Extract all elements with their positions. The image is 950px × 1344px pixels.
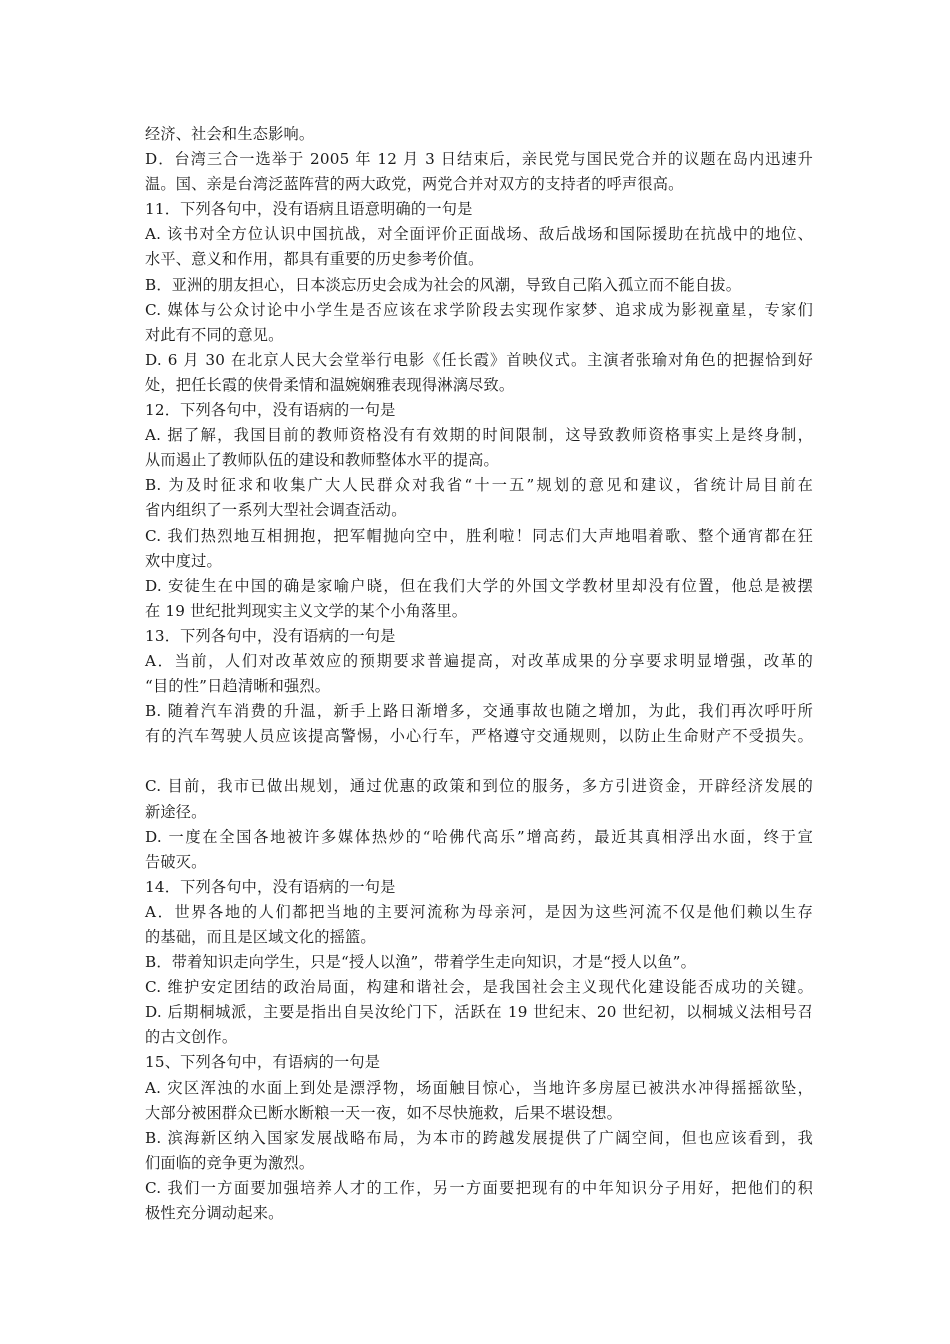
option-line: D. 安徒生在中国的确是家喻户晓，但在我们大学的外国文学教材里却没有位置，他总是被摆 <box>145 576 813 595</box>
option-line: D. 后期桐城派，主要是指出自吴汝纶门下，活跃在 19 世纪末、20 世纪初，以桐城义法相号召 <box>145 1003 813 1022</box>
option-line: A. 该书对全方位认识中国抗战，对全面评价正面战场、敌后战场和国际援助在抗战中的地位、 <box>145 225 813 244</box>
text-line: 省内组织了一系列大型社会调查活动。 <box>145 501 407 520</box>
question-heading: 15、下列各句中，有语病的一句是 <box>145 1053 381 1072</box>
option-line: A．世界各地的人们都把当地的主要河流称为母亲河，是因为这些河流不仅是他们赖以生存 <box>145 902 813 921</box>
text-line: 的古文创作。 <box>145 1028 238 1047</box>
text-line: 温。国、亲是台湾泛蓝阵营的两大政党，两党合并对双方的支持者的呼声很高。 <box>145 175 684 194</box>
question-heading: 14．下列各句中，没有语病的一句是 <box>145 877 396 896</box>
option-line: C. 我们一方面要加强培养人才的工作，另一方面要把现有的中年知识分子用好，把他们的积 <box>145 1178 813 1197</box>
blank-line <box>145 749 813 774</box>
option-line: D. 6 月 30 在北京人民大会堂举行电影《任长霞》首映仪式。主演者张瑜对角色的把握恰到好 <box>145 350 813 369</box>
text-line: 处，把任长霞的侠骨柔情和温婉娴雅表现得淋漓尽致。 <box>145 375 515 394</box>
text-line: 欢中度过。 <box>145 551 222 570</box>
text-line: 们面临的竞争更为激烈。 <box>145 1153 315 1172</box>
text-line: 从而遏止了教师队伍的建设和教师整体水平的提高。 <box>145 451 499 470</box>
question-heading: 13．下列各句中，没有语病的一句是 <box>145 626 396 645</box>
option-line: B．带着知识走向学生，只是“授人以渔”，带着学生走向知识，才是“授人以鱼”。 <box>145 953 697 972</box>
option-line: B．亚洲的朋友担心，日本淡忘历史会成为社会的风潮，导致自己陷入孤立而不能自拔。 <box>145 275 742 294</box>
option-line: C. 我们热烈地互相拥抱，把军帽抛向空中，胜利啦！同志们大声地唱着歌、整个通宵都在狂 <box>145 526 813 545</box>
text-line: 有的汽车驾驶人员应该提高警惕，小心行车，严格遵守交通规则，以防止生命财产不受损失。 <box>145 727 813 746</box>
text-line: “目的性”日趋清晰和强烈。 <box>145 677 331 696</box>
text-line: 新途径。 <box>145 802 207 821</box>
text-line: 的基础，而且是区域文化的摇篮。 <box>145 928 376 946</box>
question-heading: 12．下列各句中，没有语病的一句是 <box>145 401 396 420</box>
text-line: 在 19 世纪批判现实主义文学的某个小角落里。 <box>145 601 468 620</box>
option-line: A. 灾区浑浊的水面上到处是漂浮物，场面触目惊心，当地许多房屋已被洪水冲得摇摇欲坠， <box>145 1078 813 1097</box>
question-heading: 11．下列各句中，没有语病且语意明确的一句是 <box>145 200 473 219</box>
option-line: A．当前，人们对改革效应的预期要求普遍提高，对改革成果的分享要求明显增强，改革的 <box>145 651 813 670</box>
text-line: D．台湾三合一选举于 2005 年 12 月 3 日结束后，亲民党与国民党合并的议题在岛内迅速升 <box>145 150 813 169</box>
option-line: B. 随着汽车消费的升温，新手上路日渐增多，交通事故也随之增加，为此，我们再次呼吁所 <box>145 702 813 721</box>
text-line: 极性充分调动起来。 <box>145 1204 284 1223</box>
option-line: C. 维护安定团结的政治局面，构建和谐社会，是我国社会主义现代化建设能否成功的关键。 <box>145 978 813 997</box>
option-line: B. 滨海新区纳入国家发展战略布局，为本市的跨越发展提供了广阔空间，但也应该看到，我 <box>145 1128 813 1147</box>
option-line: C. 目前，我市已做出规划，通过优惠的政策和到位的服务，多方引进资金，开辟经济发展的 <box>145 777 813 796</box>
text-line: 经济、社会和生态影响。 <box>145 125 315 143</box>
text-line: 告破灭。 <box>145 852 207 871</box>
option-line: B. 为及时征求和收集广大人民群众对我省“十一五”规划的意见和建议，省统计局目前在 <box>145 476 813 495</box>
text-line: 大部分被困群众已断水断粮一天一夜，如不尽快施救，后果不堪设想。 <box>145 1103 623 1122</box>
option-line: A. 据了解，我国目前的教师资格没有有效期的时间限制，这导致教师资格事实上是终身制， <box>145 426 813 445</box>
text-line: 对此有不同的意见。 <box>145 325 284 344</box>
text-line: 水平、意义和作用，都具有重要的历史参考价值。 <box>145 250 484 269</box>
document-page <box>145 122 813 1226</box>
option-line: C. 媒体与公众讨论中小学生是否应该在求学阶段去实现作家梦、追求成为影视童星，专家们 <box>145 300 813 319</box>
option-line: D. 一度在全国各地被许多媒体热炒的“哈佛代高乐”增高药，最近其真相浮出水面，终于宣 <box>145 827 813 846</box>
